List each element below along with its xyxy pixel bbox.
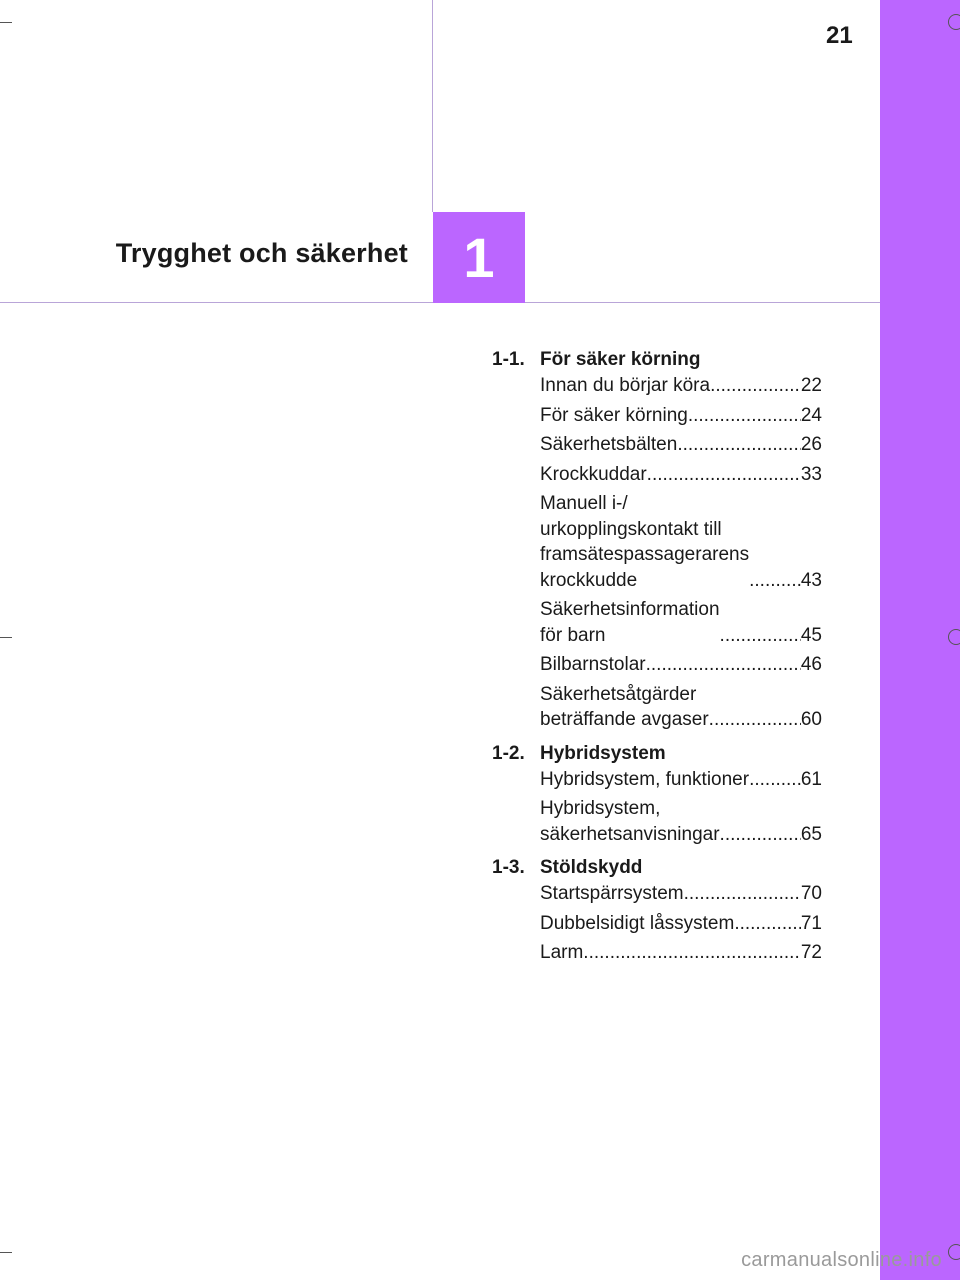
toc-entry-page: 65: [800, 823, 822, 845]
toc-entry-title: Säkerhetsåtgärder beträffande avgaser: [540, 683, 709, 730]
toc-dot-leader: [709, 707, 801, 733]
toc-entry-title: Säkerhetsbälten: [540, 434, 678, 455]
toc-entry[interactable]: [540, 940, 822, 966]
toc-section-heading: [492, 347, 822, 373]
toc-entry-title: Innan du börjar köra: [540, 375, 711, 396]
toc-dot-leader: [684, 881, 801, 907]
toc-entry-title: Startspärrsystem: [540, 883, 684, 904]
toc-dot-leader: [647, 462, 801, 488]
toc-entry[interactable]: [540, 881, 822, 907]
toc-entry-page: 71: [800, 912, 822, 934]
toc-section-number: 1-3.: [492, 857, 525, 878]
toc-entry-title: Bilbarnstolar: [540, 654, 646, 675]
toc-entry-page: 72: [800, 942, 822, 963]
toc-dot-leader: [583, 940, 801, 966]
toc-section-heading: [492, 741, 822, 767]
toc-entry[interactable]: [540, 911, 822, 937]
toc-entry[interactable]: [540, 597, 822, 648]
toc-dot-leader: [734, 911, 801, 937]
toc-entry[interactable]: [540, 462, 822, 488]
crop-mark: [0, 637, 12, 638]
toc-section: [492, 741, 822, 848]
toc-dot-leader: [710, 373, 801, 399]
toc-dot-leader: [677, 432, 801, 458]
toc-section: [492, 347, 822, 733]
toc-dot-leader: [749, 767, 801, 793]
toc-entry[interactable]: [540, 767, 822, 793]
toc-dot-leader: [749, 568, 801, 594]
toc-entry-title: Manuell i-/ urkopplingskontakt till framsätespassagerarens krockkudde: [540, 493, 750, 591]
toc-section-title: Hybridsystem: [540, 742, 666, 764]
toc-dot-leader: [646, 652, 801, 678]
registration-mark: [948, 629, 960, 645]
toc-entry[interactable]: [540, 491, 822, 593]
toc-section-title: För säker körning: [540, 349, 701, 370]
chapter-number-box: 1: [433, 212, 525, 303]
toc-dot-leader: [720, 623, 801, 649]
page-number: 21: [826, 22, 853, 49]
toc-entry-page: 43: [800, 569, 822, 591]
toc-entry-title: För säker körning: [540, 404, 688, 426]
toc-entry-page: 70: [800, 883, 822, 904]
toc-entry[interactable]: [540, 432, 822, 458]
toc-section: [492, 855, 822, 966]
registration-mark: [948, 1244, 960, 1260]
toc-section-title: Stöldskydd: [540, 857, 643, 878]
toc-entry-page: 33: [800, 463, 822, 485]
toc-entry[interactable]: [540, 796, 822, 847]
toc-entry-page: 45: [800, 624, 822, 646]
toc-entry[interactable]: [540, 682, 822, 733]
toc-entry[interactable]: [540, 373, 822, 399]
toc-entry-title: Säkerhetsinformation för barn: [540, 599, 720, 646]
toc-dot-leader: [688, 403, 801, 429]
toc-entry-title: Krockkuddar: [540, 463, 647, 485]
crop-mark: [0, 1252, 12, 1253]
toc-section-number: 1-1.: [492, 349, 525, 370]
toc-entry-title: Hybridsystem, säkerhetsanvisningar: [540, 798, 720, 845]
toc-entry-page: 61: [800, 768, 822, 790]
chapter-title: Trygghet och säkerhet: [115, 238, 408, 268]
toc-entry-page: 22: [800, 375, 822, 396]
watermark: carmanualsonline.info: [741, 1249, 942, 1271]
toc-entry-page: 46: [800, 654, 822, 675]
crop-mark: [0, 22, 12, 23]
toc-entry-title: Larm: [540, 942, 584, 963]
toc-section-number: 1-2.: [492, 742, 525, 764]
toc-entry-page: 26: [800, 434, 822, 455]
toc-section-heading: [492, 855, 822, 881]
table-of-contents: [492, 347, 822, 974]
toc-entry-page: 60: [800, 709, 822, 730]
toc-entry-title: Dubbelsidigt låssystem: [540, 912, 735, 934]
toc-entry[interactable]: [540, 403, 822, 429]
toc-entry-title: Hybridsystem, funktioner: [540, 768, 750, 790]
toc-entry-page: 24: [800, 404, 822, 426]
vertical-rule: [432, 0, 433, 212]
toc-dot-leader: [720, 822, 801, 848]
toc-entry[interactable]: [540, 652, 822, 678]
registration-mark: [948, 14, 960, 30]
